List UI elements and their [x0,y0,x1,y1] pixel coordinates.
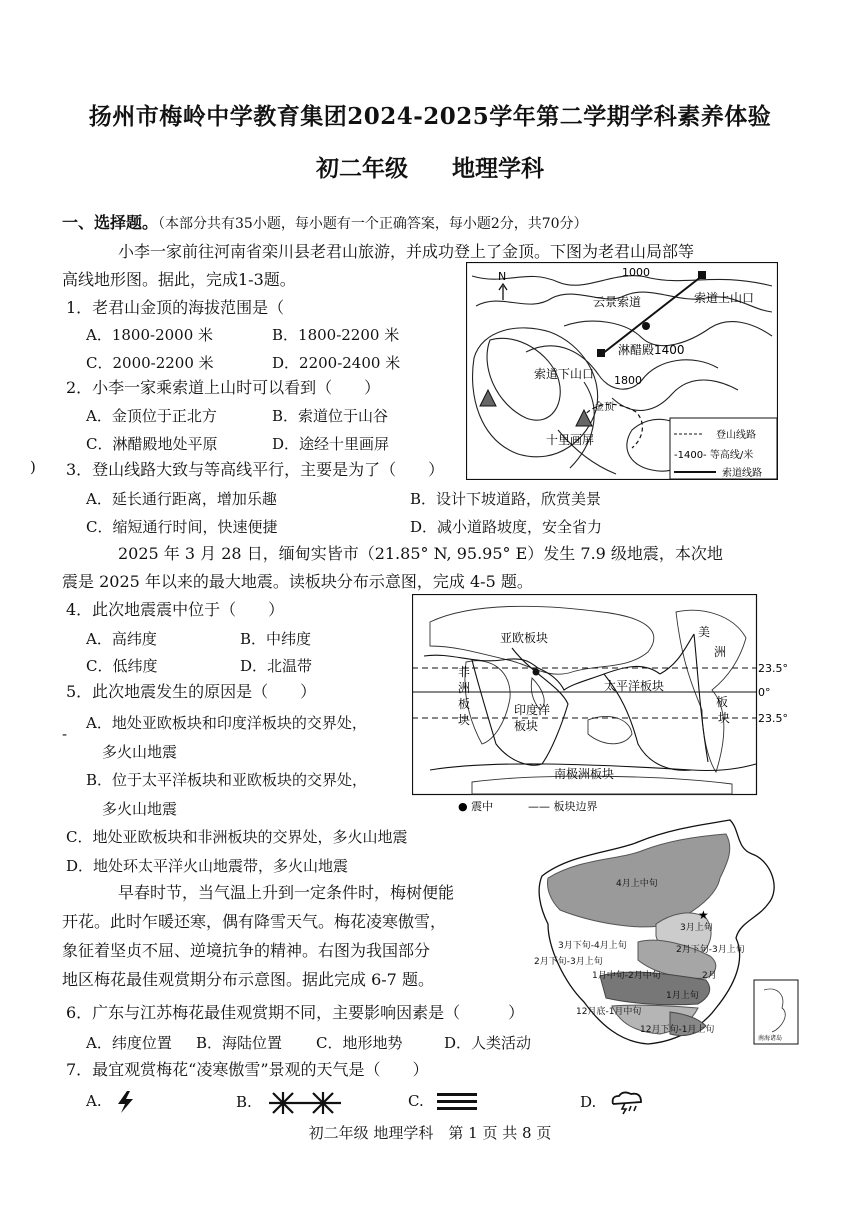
q7-option-d[interactable] [580,1090,647,1116]
legend-contour: -1400- 等高线/米 [674,450,754,461]
legend-trail: 登山线路 [716,430,756,441]
fog-icon [435,1090,479,1114]
q2-option-d[interactable]: D．途经十里画屏 [272,435,390,453]
legend-epicenter: ● 震中 [458,800,494,813]
q4-stem: 4．此次地震震中位于（ ） [66,600,285,619]
q1-option-c[interactable]: C．2000-2200 米 [86,354,214,372]
eurasian-plate-label: 亚欧板块 [500,631,549,645]
q1-option-a[interactable]: A．1800-2000 米 [86,326,214,344]
q3-option-b[interactable]: B．设计下坡道路，欣赏美景 [410,490,602,508]
q7-option-c-label: C. [408,1092,424,1110]
equator-label: 0° [758,686,771,699]
temple-label: 淋醋殿1400 [618,343,685,357]
q5-option-b-line1: B．位于太平洋板块和亚欧板块的交界处， [86,771,368,789]
q7-option-d-label: D. [580,1093,597,1111]
period-label: 2月 [702,971,717,981]
african-plate-char: 洲 [458,681,471,695]
q2-option-b[interactable]: B．索道位于山谷 [272,407,389,425]
page-footer: 初二年级 地理学科 第 1 页 共 8 页 [308,1124,552,1142]
q6-option-d[interactable]: D．人类活动 [444,1034,532,1052]
period-label: 1月上旬 [666,991,699,1001]
section-note: （本部分共有35小题，每小题有一个正确答案，每小题2分，共70分） [158,216,588,232]
q5-option-b[interactable] [86,769,367,819]
pacific-plate-label: 太平洋板块 [604,679,665,693]
intro-2a: 2025 年 3 月 28 日，缅甸实皆市（21.85° N, 95.95° E）发生 7.9 级地震，本次地 [118,544,723,563]
intro-1a: 小李一家前往河南省栾川县老君山旅游，并成功登上了金顶。下图为老君山局部等 [118,242,695,261]
q2-option-c[interactable]: C．淋醋殿地处平原 [86,435,218,453]
margin-mark: ) [30,458,36,476]
q5-option-b-line2: 多火山地震 [102,800,178,818]
african-plate-char: 板 [458,697,471,711]
q1-option-b[interactable]: B．1800-2200 米 [272,326,400,344]
contour-1800: 1800 [614,374,642,387]
q6-option-c[interactable]: C．地形地势 [316,1034,403,1052]
thunder-rain-icon [607,1090,647,1116]
q4-option-a[interactable]: A．高纬度 [86,630,157,648]
lat-south-label: 23.5° [758,712,788,725]
q1-option-d[interactable]: D．2200-2400 米 [272,354,401,372]
exam-title: 扬州市梅岭中学教育集团2024-2025学年第二学期学科素养体验 [88,103,772,130]
exam-subtitle [0,150,860,183]
q3-option-c[interactable]: C．缩短通行时间，快速便捷 [86,518,278,536]
q7-option-a[interactable] [86,1090,136,1114]
plum-map [520,818,810,1054]
north-label: N [498,270,507,283]
lat-north-label: 23.5° [758,662,788,675]
q6-stem: 6．广东与江苏梅花最佳观赏期不同，主要影响因素是（ ） [66,1003,525,1022]
section-title: 一、选择题。 [62,213,159,232]
q7-option-b-label: B. [236,1093,252,1111]
screen-label: 十里画屏 [546,433,595,447]
section-heading [62,212,588,235]
q7-stem: 7．最宜观赏梅花“凌寒傲雪”景观的天气是（ ） [66,1060,429,1079]
period-label: 3月上旬 [680,923,713,933]
snow-icon [265,1090,345,1116]
antarctic-plate-label: 南极洲板块 [554,767,615,781]
q3-stem: 3．登山线路大致与等高线平行，主要是为了（ ） [66,460,445,479]
period-label: 3月下旬-4月上旬 [558,941,627,951]
indian-plate-label: 印度洋 [514,703,551,717]
q6-option-a[interactable]: A．纬度位置 [86,1034,172,1052]
period-label: 4月上中旬 [616,879,658,889]
grade-label: 初二年级 [315,155,408,182]
contour-map [466,262,778,480]
q4-option-c[interactable]: C．低纬度 [86,657,158,675]
period-label: 2月下旬-3月上旬 [534,957,603,967]
african-plate-char: 块 [458,713,471,727]
q5-option-a-line1: A．地处亚欧板块和印度洋板块的交界处， [86,714,367,732]
q2-option-a[interactable]: A．金顶位于正北方 [86,407,217,425]
q5-option-a[interactable] [86,712,367,762]
intro-1b: 高线地形图。据此，完成1-3题。 [62,270,296,289]
q5-option-a-line2: 多火山地震 [102,743,178,761]
q6-option-b[interactable]: B．海陆位置 [196,1034,283,1052]
period-label: 2月下旬-3月上旬 [676,945,745,955]
q5-stem: 5．此次地震发生的原因是（ ） [66,682,317,701]
q2-stem: 2．小李一家乘索道上山时可以看到（ ） [66,378,381,397]
lightning-icon [114,1090,136,1114]
american-plate-char: 块 [718,711,731,725]
q7-option-a-label: A. [86,1092,102,1110]
legend-boundary: —— 板块边界 [528,800,598,813]
q7-option-b[interactable] [236,1090,345,1116]
period-label: 12月底-1月中旬 [576,1007,642,1017]
margin-mark: - [62,725,68,743]
period-label: 1月中旬-2月中旬 [592,971,661,981]
q7-option-c[interactable] [408,1090,479,1114]
plate-map [412,594,792,816]
summit-label: 金顶 [594,402,614,413]
lower-station-label: 索道下山口 [534,367,595,381]
cableway-label: 云景索道 [593,295,642,309]
intro-3a: 早春时节，当气温上升到一定条件时，梅树便能 [118,883,455,902]
american-plate-char: 美 [698,625,711,639]
indian-plate-label: 板块 [514,719,539,733]
south-sea-label: 南海诸岛 [758,1035,783,1042]
american-plate-char: 洲 [714,645,727,659]
q1-stem: 1．老君山金顶的海拔范围是（ [66,298,285,317]
american-plate-char: 板 [716,695,729,709]
period-label: 12月下旬-1月上旬 [640,1025,715,1035]
african-plate-char: 非 [458,665,471,679]
q4-option-d[interactable]: D．北温带 [240,657,313,675]
q3-option-d[interactable]: D．减小道路坡度，安全省力 [410,518,603,536]
intro-2b: 震是 2025 年以来的最大地震。读板块分布示意图，完成 4-5 题。 [62,572,533,591]
legend-cableway: 索道线路 [722,468,762,479]
intro-3b: 开花。此时乍暖还寒，偶有降雪天气。梅花凌寒傲雪， [62,912,447,931]
subject-label: 地理学科 [452,155,544,182]
capital-star-icon: ★ [698,908,709,922]
q4-option-b[interactable]: B．中纬度 [240,630,312,648]
q5-option-c[interactable]: C．地处亚欧板块和非洲板块的交界处，多火山地震 [66,828,408,846]
intro-3d: 地区梅花最佳观赏期分布示意图。据此完成 6-7 题。 [62,970,434,989]
intro-3c: 象征着坚贞不屈、逆境抗争的精神。右图为我国部分 [62,941,431,960]
q3-option-a[interactable]: A．延长通行距离，增加乐趣 [86,490,277,508]
contour-1000: 1000 [622,266,650,279]
upper-station-label: 索道上山口 [694,291,755,305]
q5-option-d[interactable]: D．地处环太平洋火山地震带，多火山地震 [66,857,349,875]
